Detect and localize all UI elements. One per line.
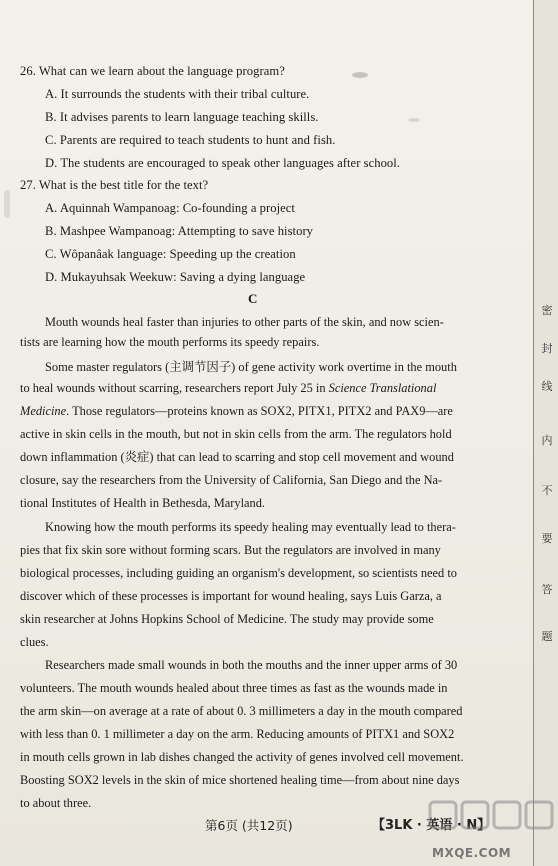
passage-text: . Those regulators—proteins known as SOX2, PITX1, PITX2 and PAX9—are [66, 404, 453, 418]
binding-margin-char: 答 [541, 583, 553, 596]
passage-line: biological processes, including guiding an organism's development, so scientists need to [20, 566, 457, 580]
question-26-option-a: A. It surrounds the students with their tribal culture. [45, 87, 310, 101]
passage-line: Knowing how the mouth performs its speedy healing may eventually lead to thera- [45, 520, 456, 534]
binding-margin-char: 密 [541, 304, 553, 317]
question-26-option-b: B. It advises parents to learn language teaching skills. [45, 110, 319, 124]
exam-code: 【3LK · 英语 · N】 [372, 818, 491, 833]
question-27-option-c: C. Wôpanâak language: Speeding up the creation [45, 247, 296, 261]
scan-mark [4, 190, 10, 218]
question-26-option-d: D. The students are encouraged to speak other languages after school. [45, 156, 401, 170]
passage-line: the arm skin—on average at a rate of about 0. 3 millimeters a day in the mouth compared [20, 704, 463, 718]
passage-line: Researchers made small wounds in both the mouths and the inner upper arms of 30 [45, 658, 458, 672]
section-heading: C [248, 291, 258, 306]
passage-line: closure, say the researchers from the University of California, San Diego and the Na- [20, 473, 443, 487]
passage-line: Some master regulators (主调节因子) of gene activity work overtime in the mouth [45, 360, 457, 374]
passage-line: tists are learning how the mouth performs its speedy repairs. [20, 335, 320, 349]
passage-line: active in skin cells in the mouth, but not in skin cells from the arm. The regulators hold [20, 427, 452, 441]
question-27-option-b: B. Mashpee Wampanoag: Attempting to save history [45, 224, 314, 238]
passage-line: skin researcher at Johns Hopkins School of Medicine. The study may provide some [20, 612, 434, 626]
passage-line: tional Institutes of Health in Bethesda, Maryland. [20, 496, 266, 510]
passage-line: pies that fix skin sore without forming scars. But the regulators are involved in many [20, 543, 441, 557]
passage-line: discover which of these processes is important for wound healing, says Luis Garza, a [20, 589, 442, 603]
page-number: 第6页 (共12页) [205, 818, 293, 833]
binding-margin-char: 不 [541, 484, 553, 497]
scan-mark [408, 118, 420, 122]
question-26-stem: 26. What can we learn about the language program? [20, 64, 285, 78]
binding-margin-char: 内 [541, 434, 553, 447]
passage-line: in mouth cells grown in lab dishes changed the activity of genes involved cell movement. [20, 750, 464, 764]
journal-title-cont: Medicine [20, 404, 67, 418]
passage-text: to heal wounds without scarring, researchers report July 25 in [20, 381, 326, 395]
passage-line: with less than 0. 1 millimeter a day on the arm. Reducing amounts of PITX1 and SOX2 [20, 727, 455, 741]
watermark-text: MXQE.COM [432, 846, 512, 860]
question-26-option-c: C. Parents are required to teach students to hunt and fish. [45, 133, 336, 147]
journal-title: Science Translational [328, 381, 437, 395]
question-27-stem: 27. What is the best title for the text? [20, 178, 209, 192]
passage-line: volunteers. The mouth wounds healed about three times as fast as the wounds made in [20, 681, 448, 695]
scan-mark [352, 72, 368, 78]
binding-margin-char: 要 [541, 532, 553, 545]
question-27-option-a: A. Aquinnah Wampanoag: Co-founding a project [45, 201, 295, 215]
passage-line: to about three. [20, 796, 92, 810]
binding-margin-char: 线 [541, 380, 553, 393]
passage-line: Mouth wounds heal faster than injuries to other parts of the skin, and now scien- [45, 315, 444, 329]
passage-line: down inflammation (炎症) that can lead to scarring and stop cell movement and wound [20, 450, 454, 464]
question-27-option-d: D. Mukayuhsak Weekuw: Saving a dying language [45, 270, 306, 284]
passage-line [20, 403, 453, 419]
binding-margin-char: 题 [541, 630, 553, 643]
passage-line: clues. [20, 635, 49, 649]
passage-line: Boosting SOX2 levels in the skin of mice shortened healing time—from about nine days [20, 773, 460, 787]
passage-line [20, 380, 436, 396]
binding-margin-char: 封 [541, 342, 553, 355]
